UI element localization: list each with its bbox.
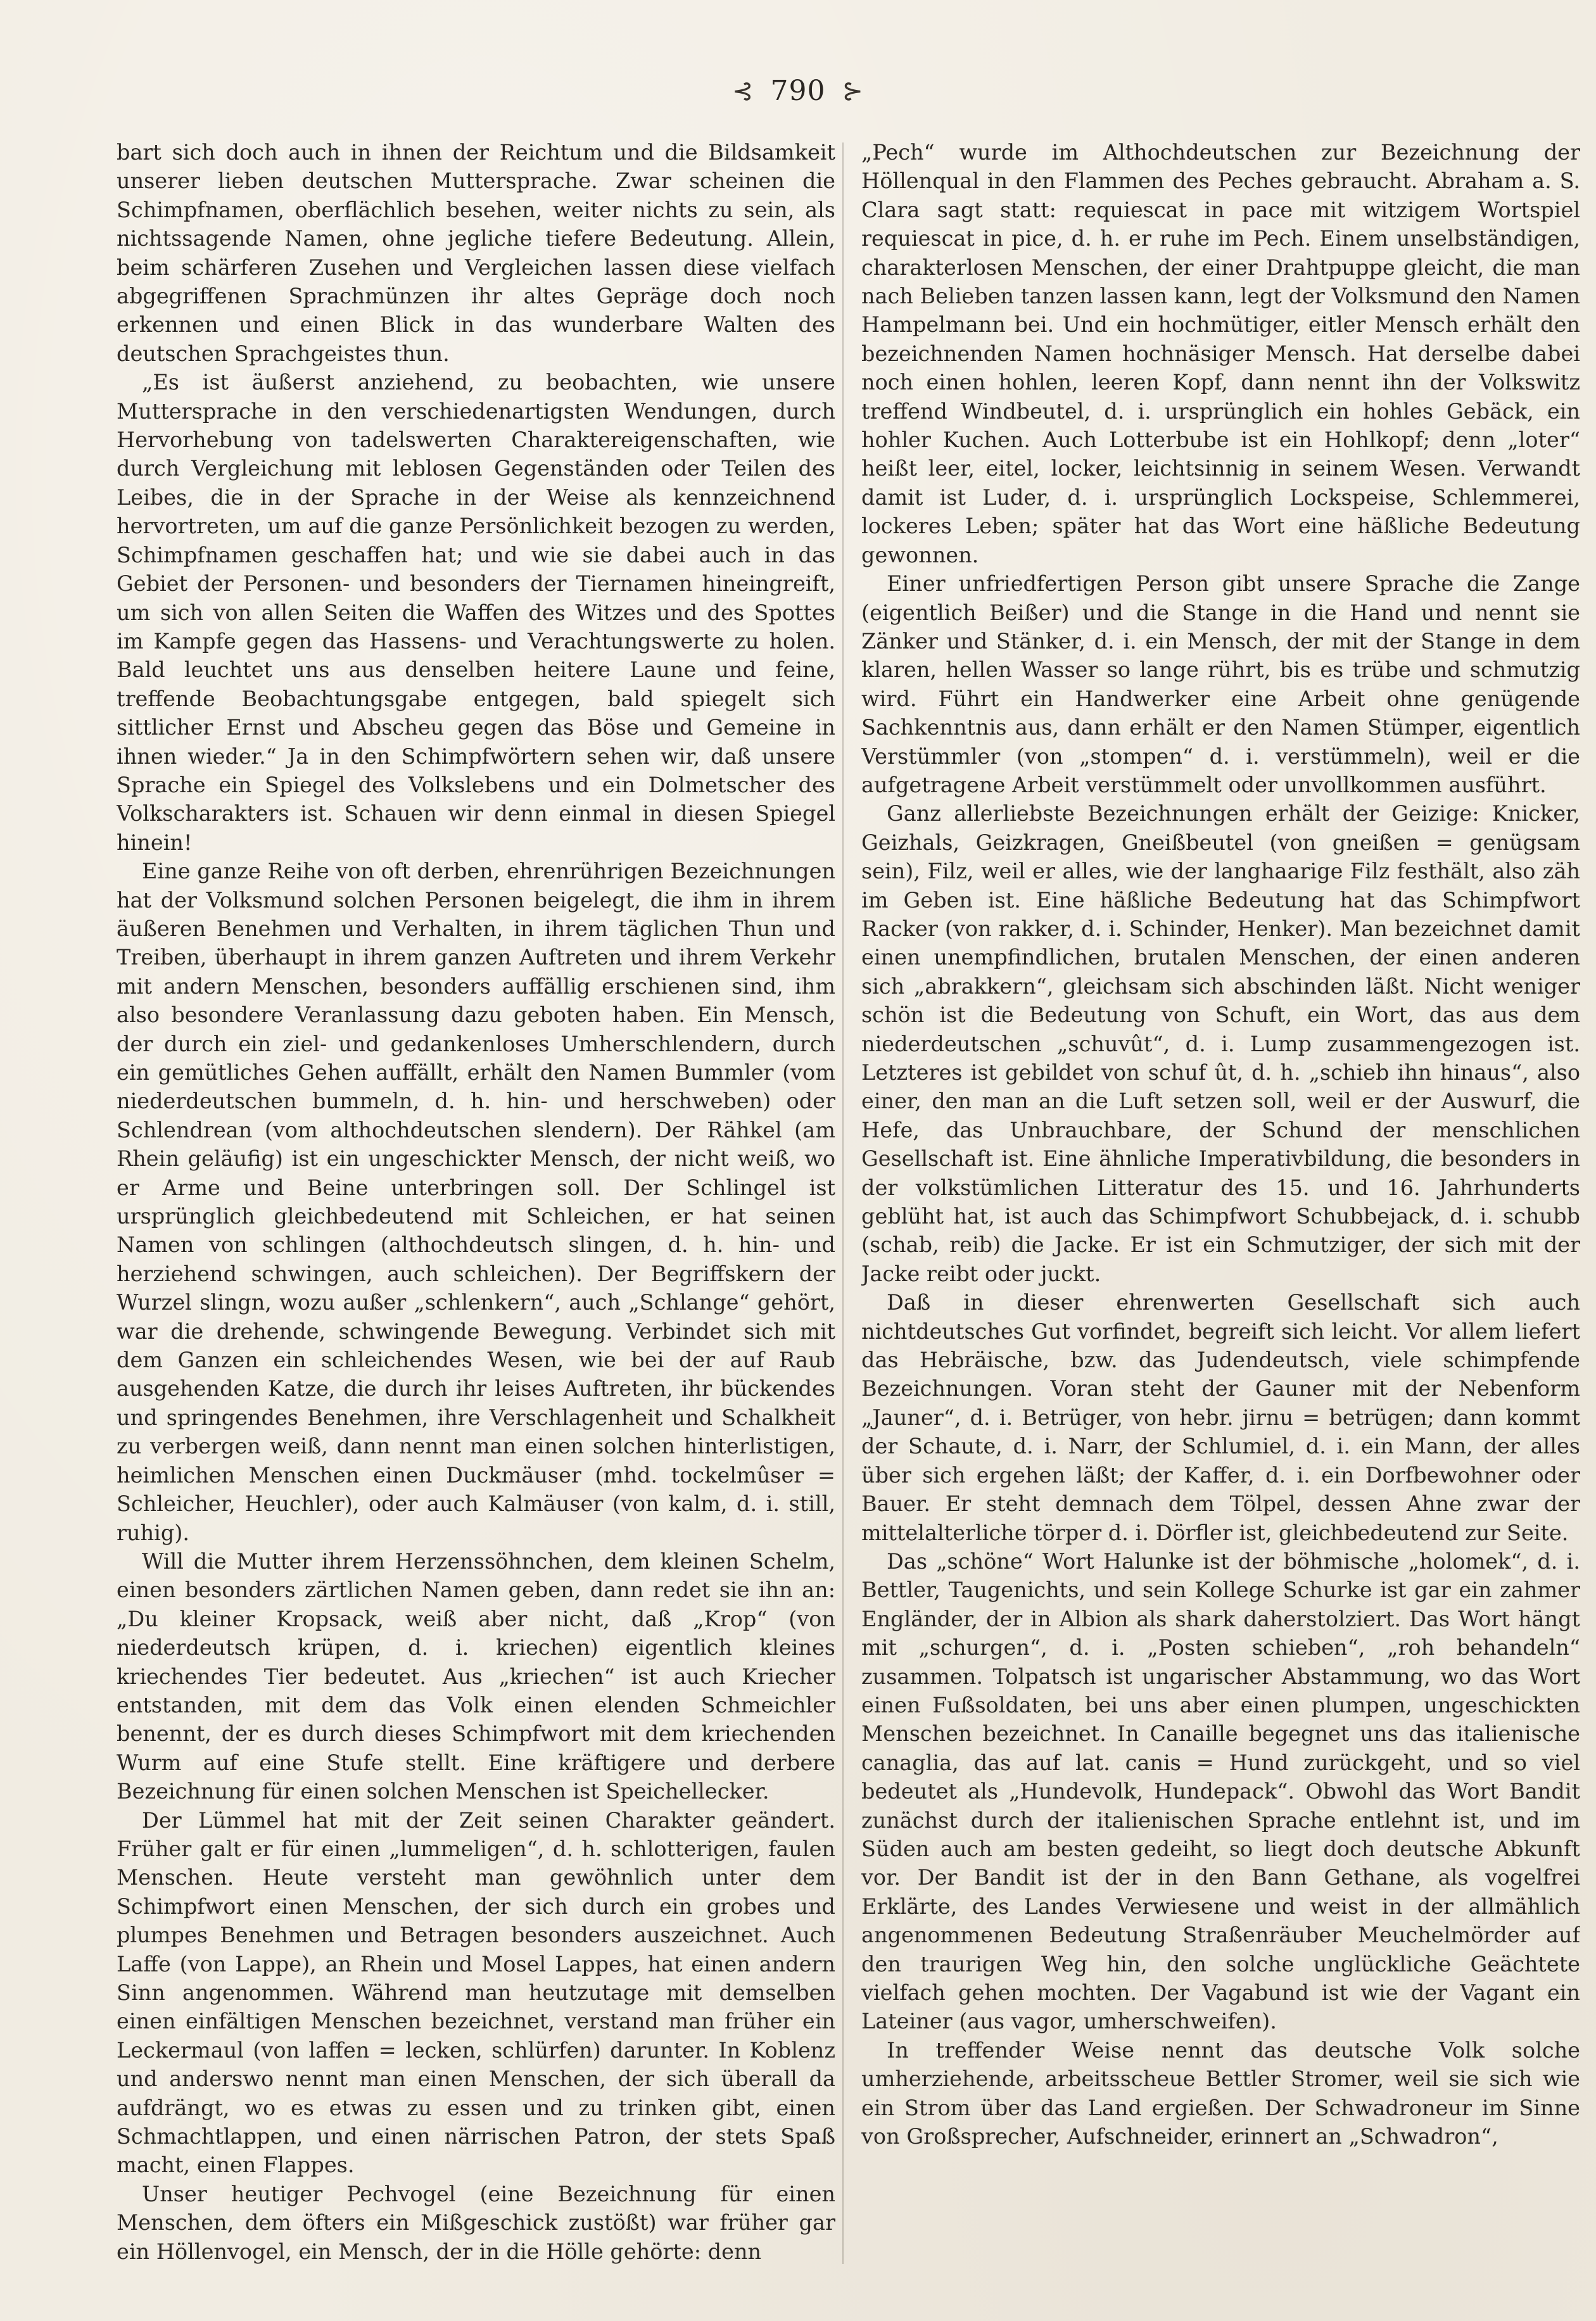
paragraph: Eine ganze Reihe von oft derben, ehrenrührigen Bezeichnungen hat der Volksmund solchen Personen beigelegt, die ihm in ihrem äußeren Benehmen und Verhalten, in ihrem täglichen Thun und Treiben, überhaupt in ihrem ganzen Auftreten und ihrem Verkehr mit andern Menschen, besonders auffällig erschienen sind, ihm also besondere Veranlassung dazu geboten haben. Ein Mensch, der durch ein ziel- und gedankenloses Umherschlendern, durch ein gemütliches Gehen auffällt, erhält den Namen Bummler (vom niederdeutschen bummeln, d. h. hin- und herschweben) oder Schlendrean (vom althochdeutschen slendern). Der Rähkel (am Rhein geläufig) ist ein ungeschickter Mensch, der nicht weiß, wo er Arme und Beine unterbringen soll. Der Schlingel ist ursprünglich gleichbedeutend mit Schleichen, er hat seinen Namen von schlingen (althochdeutsch slingen, d. h. hin- und herziehend schwingen, auch schleichen). Der Begriffskern der Wurzel slingn, wozu außer „schlenkern“, auch „Schlange“ gehört, war die drehende, schwingende Bewegung. Verbindet sich mit dem Ganzen ein schleichendes Wesen, wie bei der auf Raub ausgehenden Katze, die durch ihr leises Auftreten, ihr bückendes und springendes Benehmen, ihre Verschlagenheit und Schalkheit zu verbergen weiß, dann nennt man einen solchen hinterlistigen, heimlichen Menschen einen Duckmäuser (mhd. tockelmûser = Schleicher, Heuchler), oder auch Kalmäuser (von kalm, d. i. still, ruhig). xyxy=(117,859,835,1545)
paragraph: Daß in dieser ehrenwerten Gesellschaft sich auch nichtdeutsches Gut vorfindet, begreift sich leicht. Vor allem liefert das Hebräische, bzw. das Judendeutsch, viele schimpfende Bezeichnungen. Voran steht der Gauner mit der Nebenform „Jauner“, d. i. Betrüger, von hebr. jirnu = betrügen; dann kommt der Schaute, d. i. Narr, der Schlumiel, d. i. ein Mann, der alles über sich ergehen läßt; der Kaffer, d. i. ein Dorfbewohner oder Bauer. Er steht demnach dem Tölpel, dessen Ahne zwar der mittelalterliche törper d. i. Dörfler ist, gleichbedeutend zur Seite. xyxy=(861,1290,1580,1545)
ornament-right-icon: ⊱ xyxy=(842,76,864,106)
paragraph: Der Lümmel hat mit der Zeit seinen Charakter geändert. Früher galt er für einen „lummeligen“, d. h. schlotterigen, faulen Menschen. Heute versteht man gewöhnlich unter dem Schimpfwort einen Menschen, der sich durch ein grobes und plumpes Benehmen und Betragen besonders auszeichnet. Auch Laffe (von Lappe), an Rhein und Mosel Lappes, hat einen andern Sinn angenommen. Während man heutzutage mit demselben einen einfältigen Menschen bezeichnet, verstand man früher ein Leckermaul (von laffen = lecken, schlürfen) darunter. In Koblenz und anderswo nennt man einen Menschen, der sich überall da aufdrängt, wo es etwas zu essen und zu trinken gibt, einen Schmachtlappen, und einen närrischen Patron, der stets Spaß macht, einen Flappes. xyxy=(117,1807,835,2178)
paragraph: „Es ist äußerst anziehend, zu beobachten, wie unsere Muttersprache in den verschiedenartigsten Wendungen, durch Hervorhebung von tadelswerten Charaktereigenschaften, wie durch Vergleichung mit leblosen Gegenständen oder Teilen des Leibes, die in der Sprache in der Weise als kennzeichnend hervortreten, um auf die ganze Persönlichkeit bezogen zu werden, Schimpfnamen geschaffen hat; und wie sie dabei auch in das Gebiet der Personen- und besonders der Tiernamen hineingreift, um sich von allen Seiten die Waffen des Witzes und des Spottes im Kampfe gegen das Hassens- und Verachtungswerte zu holen. Bald leuchtet uns aus denselben heitere Laune und feine, treffende Beobachtungsgabe entgegen, bald spiegelt sich sittlicher Ernst und Abscheu gegen das Böse und Gemeine in ihnen wieder.“ Ja in den Schimpfwörtern sehen wir, daß unsere Sprache ein Spiegel des Volkslebens und ein Dolmetscher des Volkscharakters ist. Schauen wir denn einmal in diesen Spiegel hinein! xyxy=(117,370,835,855)
page-number: 790 xyxy=(770,75,826,107)
paragraph: Das „schöne“ Wort Halunke ist der böhmische „holomek“, d. i. Bettler, Taugenichts, und sein Kollege Schurke ist gar ein zahmer Engländer, der in Albion als shark daherstolziert. Das Wort hängt mit „schurgen“, d. i. „Posten schieben“, „roh behandeln“ zusammen. Tolpatsch ist ungarischer Abstammung, wo das Wort einen Fußsoldaten, bei uns aber einen plumpen, ungeschickten Menschen bezeichnet. In Canaille begegnet uns das italienische canaglia, das auf lat. canis = Hund zurückgeht, und so viel bedeutet als „Hundevolk, Hundepack“. Obwohl das Wort Bandit zunächst durch der italienischen Sprache entlehnt ist, und im Süden auch am besten gedeiht, so liegt doch deutsche Abkunft vor. Der Bandit ist der in den Bann Gethane, als vogelfrei Erklärte, des Landes Verwiesene und weist in der allmählich angenommenen Bedeutung Straßenräuber Meuchelmörder auf den traurigen Weg hin, den solche unglückliche Geächtete vielfach gehen mochten. Der Vagabund ist wie der Vagant ein Lateiner (aus vagor, umherschweifen). xyxy=(861,1548,1580,2034)
paragraph: „Pech“ wurde im Althochdeutschen zur Bezeichnung der Höllenqual in den Flammen des Peches gebraucht. Abraham a. S. Clara sagt statt: requiescat in pace mit witzigem Wortspiel requiescat in pice, d. h. er ruhe im Pech. Einem unselbständigen, charakterlosen Menschen, der einer Drahtpuppe gleicht, die man nach Belieben tanzen lassen kann, legt der Volksmund den Namen Hampelmann bei. Und ein hochmütiger, eitler Mensch erhält den bezeichnenden Namen hochnäsiger Mensch. Hat derselbe dabei noch einen hohlen, leeren Kopf, dann nennt ihn der Volkswitz treffend Windbeutel, d. i. ursprünglich ein hohles Gebäck, ein hohler Kuchen. Auch Lotterbube ist ein Hohlkopf; denn „loter“ heißt leer, eitel, locker, leichtsinnig in seinem Wesen. Verwandt damit ist Luder, d. i. ursprünglich Lockspeise, Schlemmerei, lockeres Leben; später hat das Wort eine häßliche Bedeutung gewonnen. xyxy=(861,140,1580,567)
page-header xyxy=(0,75,1596,107)
paragraph: Einer unfriedfertigen Person gibt unsere Sprache die Zange (eigentlich Beißer) und die Stange in die Hand und nennt sie Zänker und Stänker, d. i. ein Mensch, der mit der Stange in dem klaren, hellen Wasser so lange rührt, bis es trübe und schmutzig wird. Führt ein Handwerker eine Arbeit ohne genügende Sachkenntnis aus, dann erhält er den Namen Stümper, eigentlich Verstümmler (von „stompen“ d. i. verstümmeln), weil er die aufgetragene Arbeit verstümmelt oder unvollkommen ausführt. xyxy=(861,571,1580,797)
paragraph: Unser heutiger Pechvogel (eine Bezeichnung für einen Menschen, dem öfters ein Mißgeschick zustößt) war früher gar ein Höllenvogel, ein Mensch, der in die Hölle gehörte: denn xyxy=(117,2181,835,2264)
paragraph: Ganz allerliebste Bezeichnungen erhält der Geizige: Knicker, Geizhals, Geizkragen, Gneißbeutel (von gneißen = genügsam sein), Filz, weil er alles, wie der langhaarige Filz festhält, also zäh im Geben ist. Eine häßliche Bedeutung hat das Schimpfwort Racker (von rakker, d. i. Schinder, Henker). Man bezeichnet damit einen unempfindlichen, brutalen Menschen, der einen anderen sich „abrakkern“, gleichsam sich abschinden läßt. Nicht weniger schön ist die Bedeutung von Schuft, ein Wort, das aus dem niederdeutschen „schuvût“, d. i. Lump zusammengezogen ist. Letzteres ist gebildet von schuf ût, d. h. „schieb ihn hinaus“, also einer, den man an die Luft setzen soll, weil er der Auswurf, die Hefe, das Unbrauchbare, der Schund der menschlichen Gesellschaft ist. Eine ähnliche Imperativbildung, die besonders in der volkstümlichen Litteratur des 15. und 16. Jahrhunderts geblüht hat, ist auch das Schimpfwort Schubbejack, d. i. schubb (schab, reib) die Jacke. Er ist ein Schmutziger, der sich mit der Jacke reibt oder juckt. xyxy=(861,801,1580,1286)
paragraph: bart sich doch auch in ihnen der Reichtum und die Bildsamkeit unserer lieben deutschen Muttersprache. Zwar scheinen die Schimpfnamen, oberflächlich besehen, weiter nichts zu sein, als nichtssagende Namen, ohne jegliche tiefere Bedeutung. Allein, beim schärferen Zusehen und Vergleichen lassen diese vielfach abgegriffenen Sprachmünzen ihr altes Gepräge doch noch erkennen und einen Blick in das wunderbare Walten des deutschen Sprachgeistes thun. xyxy=(117,140,835,366)
column-divider xyxy=(842,142,844,2264)
paragraph: Will die Mutter ihrem Herzenssöhnchen, dem kleinen Schelm, einen besonders zärtlichen Namen geben, dann redet sie ihn an: „Du kleiner Kropsack, weiß aber nicht, daß „Krop“ (von niederdeutsch krüpen, d. i. kriechen) eigentlich kleines kriechendes Tier bedeutet. Aus „kriechen“ ist auch Kriecher entstanden, mit dem das Volk einen elenden Schmeichler benennt, der es durch dieses Schimpfwort mit dem kriechenden Wurm auf eine Stufe stellt. Eine kräftigere und derbere Bezeichnung für einen solchen Menschen ist Speichellecker. xyxy=(117,1548,835,1804)
right-column xyxy=(861,138,1580,2279)
paragraph: In treffender Weise nennt das deutsche Volk solche umherziehende, arbeitsscheue Bettler Stromer, weil sie sich wie ein Strom über das Land ergießen. Der Schwadroneur im Sinne von Großsprecher, Aufschneider, erinnert an „Schwadron“, xyxy=(861,2037,1580,2149)
ornament-left-icon: ⊰ xyxy=(732,76,754,106)
left-column xyxy=(117,138,835,2279)
